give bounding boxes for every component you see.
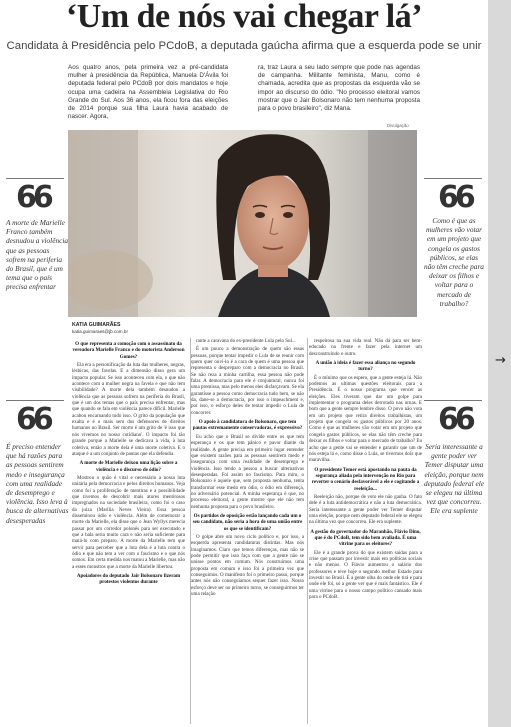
quote-mark-icon: 66 (16, 180, 50, 215)
divider (424, 400, 482, 401)
intro-text-left: Aos quatro anos, pela primeira vez a pré-candidata mulher à presidência da República, Manuela D'Ávila foi deputada federal pelo PCdoB por dois mandatos e hoje ocupa uma cadeira na Assembleia Legislativa do Rio Grande do Sul. Aos 36 anos, ela ficou fora das eleições de 2014 porque sua filha Laura havia acabado de nascer. Agora, (68, 64, 228, 121)
article-paragraph: O golpe abre um novo ciclo político e, por isso, a esquerda apresenta candidaturas distintas. Mas nós imaginamos. Claro que temos diferenças, mas não se pode permitir que isso faça com que a gente não se unisse pontos em comum. Nós construímos uma proposta em comum e isso foi a primeira vez que conseguimos. O manifesto foi o primeiro passo, porque antes nós não conseguíamos sequer fazer isso. Nosso esforço deve ser no primeiro turno, se conseguirmos ter uma relação (191, 533, 304, 598)
divider (424, 178, 482, 179)
interview-question: A união à ideia é fazer essa aliança no segundo turno? (315, 360, 416, 373)
pull-quote-right-bottom: Seria interessante a gente poder ver Temer disputar uma eleição, porque nem deputado federal ele se elegeu na última vez que concorreu. Ele era suplente (424, 442, 484, 516)
article-column-2 (191, 338, 304, 724)
interview-question: Apoiadores do deputado Jair Bolsonaro fizeram protestos violentos durante (76, 573, 181, 586)
article-paragraph: É um pouco a demonstração de quem são essas pessoas, porque tentar impedir o Lula de se reunir com quem quer ouvi-lo é a cara de quem é uma pessoa que representa o despreparo com a democracia no Brasil. Se não reza a minha cartilha, essa pessoa não pode falar. A democracia para ele é conjuntural, nunca foi uma premissa, mas pelo menos eles disfarçavam. Se ela garantisse a pessoa como democracia tudo bem, se não da, dane-se a democracia, por isso o impeachment e, por isso, o esforço deles de tentar impedir o Lula de concorrer. (191, 346, 304, 416)
intro-text-right: ra, traz Laura a seu lado sempre que pode nas agendas de campanha. Militante feminista, Manu, como é chamada, acredita que as propostas da esquerda vão se impor ao discurso do ódio. "No processo eleitoral vamos mostrar que o Jair Bolsonaro não tem nenhuma proposta para o povo brasileiro", diz Mana. (258, 64, 420, 113)
interview-question: Os partidos de oposição estão lançando cada um o seu candidato, não seria a hora de uma união entre os que se identificam? (192, 512, 303, 532)
article-paragraph: Eu acho que o Brasil se divide entre os que tem esperança e os que tem pânico e pavor diante da realidade. A gente precisa em primeiro lugar entender que existem razões para as pessoas sentirem medo e insegurança com uma realidade de desemprego e violência. Isso tendo a pessoa a buscar alternativas desesperadas. Foi assim no fascismo. Para mim, o Bolsonaro é aquele que, sem proposta nenhuma, tenta transformar esse medo em ódio, o ódio em diferença, no adversário potencial. A minha esperança é que, no processo eleitoral, a gente mostre que ele não tem nenhuma proposta para o povo brasileiro. (191, 433, 304, 510)
subheadline: Candidata à Presidência pelo PCdoB, a deputada gaúcha afirma que a esquerda pode se unir (6, 40, 482, 52)
interview-question: A gestão do governador do Maranhão, Flávio Dino, que é do PCdoB, tem sido bem avaliada. É uma vitrine para os eleitores? (310, 528, 421, 548)
next-page-arrow-icon[interactable]: → (495, 353, 506, 368)
portrait-illustration (68, 130, 417, 317)
byline-author: KATIA GUIMARÃES (72, 322, 121, 328)
interview-question: O presidente Temer está apostando na pauta da segurança aliada pela intervenção no Rio para reverter o cenário desfavorável a ele e cogitando a reeleição... (311, 466, 420, 492)
headline: ‘Um de nós vai chegar lá’ (65, 0, 423, 35)
pull-quote-left-bottom: É preciso entender que há razões para as pessoas sentirem medo e insegurança com uma realidade de desemprego e violência. Isso leva à busca de alternativas desesperadas (6, 442, 69, 525)
column-divider (307, 338, 308, 724)
article-column-1 (72, 338, 185, 724)
interview-question: A morte de Marielle deixou uma lição sobre a violência e o discurso de ódio? (79, 460, 178, 473)
portrait-photo (68, 130, 417, 317)
interview-question: O apoio à candidatura de Bolsonaro, que tem pautas extremamente conservadoras, é expressivo? (192, 419, 303, 432)
photo-credit: Divulgação (387, 123, 409, 128)
article-paragraph: rante a caravana do ex-presidente Lula pelo Sul... (196, 338, 296, 344)
article-paragraph: Ele é a grande prova do que existem saídas para a crise que passam por investir mais em políticas sociais e não menos. O Flávio aumentou o salário dos professores e teve hoje o segundo melhor Estado para investir no Brasil. É a gente olha do onde ele tirá e para onde ele foi, só a gente ver que é mais fantástico. Ele é uma vitrine para o nosso campo político cansado mais para o PCdoB. (309, 549, 422, 601)
pull-quote-right-top: Como é que as mulheres vão votar em um projeto que congela os gastos públicos, se elas não têm creche para deixar os filhos e voltar para o mercado de trabalho? (424, 216, 484, 308)
article-column-3 (309, 338, 422, 724)
article-paragraph: Mostrou o quão é vital e necessário a nossa luta unitária pela democracia e pelos direitos humanos. Veja como foi a proliferação de mentiras e a possibilidade que tivemos de descobrir mais atores mentirosos impregnados na sociedade brasileira, como foi o caso da juíza (Marília Neves Vieira). Essa pessoa disseminou ódio e violência. Além de comemorar a morte da Marielle, ela disse que o Jean Wyllys merecia passar por um corredor polonês para ser executado e que a bala seria muito cara e não seria suficiente para matá-lo com preparo. A morte da Marielle tem que servir para perceber que a luta dela é a luta contra o ódio e que não tem a ver com o fascismo e o que nós somos. Em certa medida nos matou a Marielle, mas não a esses monstros que a morte da Marielle libertou. (72, 474, 185, 570)
pull-quote-left-top: A morte de Marielle Franco também desnudou a violência que as pessoas sofrem na periferia do Brasil, que é um tema que o país precisa enfrentar (6, 218, 69, 292)
divider (6, 178, 64, 179)
quote-mark-icon: 66 (438, 180, 472, 215)
article-paragraph: respeitosa na sua vida real. Não dá para ser bem-educado na frente e fazer pela internet um desconstruindo o outro. (309, 338, 422, 357)
article-paragraph: Ela era a personificação da luta das mulheres, negras, lésbicas, das favelas. E a dimensão disso gera um impacto popular. Se isso aconteceu com ela, o que não acontece com a mulher negra na favela e que não tem visibilidade? A morte dela também desnudou a violência que as pessoas sofrem na periferia do Brasil, que é um dos temas que o país precisa enfrentar, mas que quando se fala em violência parece difícil. Marielle acabou encarnando tudo isso. O grito da população que exalta e é o mais sem dos defensores de direitos humanos no Brasil. Ser morto é um grito de 'é isso que nós vivemos no nosso cotidiano'. O impacto foi tão grande porque a Marielle se dedicava à vida, à luta coletiva, então a morte dela é uma morte coletiva. E o ataque é a um conjunto de pautas que ela defendia. (72, 362, 185, 457)
interview-question: O que representa a comoção com o assassinato da vereadora Marielle Franco e do motorista Anderson Gomes? (72, 341, 185, 360)
quote-mark-icon: 66 (438, 402, 472, 437)
byline-email[interactable]: katia.guimaraes@jb.com.br (72, 329, 128, 334)
article-paragraph: Reeleição não, porque de voto ele não ganha. O fato dele é a luta antidemocrática e não a luta democrática. Seria interessante a gente poder ver Temer disputar uma eleição, porque nem deputado federal ele se elegeu na última vez que concorreu. Ele era suplente. (309, 493, 422, 526)
quote-mark-icon: 66 (16, 402, 50, 437)
divider (6, 400, 64, 401)
article-paragraph: É o mínimo que os espero, que a gente esteja lá. Não podemos as ultimas questões eleitorais para a Presidência. É o nosso programa que vencer as eleições. Eles tiveram que dar um golpe para implementar o programa deles derrotado nas urnas. E bom que a gente sempre lembre disso. O povo não vota em um projeto que retira direitos trabalhistas, um projeto que congela os gastos públicos por 20 anos. Como é que as mulheres vão votar em um projeto que congela gastos públicos, se elas não têm creche para deixar os filhos e voltar para o mercado de trabalho? Eu acho que a gente vai se entender e garantir que um de nós esteja lá e, como disse o Lula, se tivermos dois que maravilha. (309, 374, 422, 464)
